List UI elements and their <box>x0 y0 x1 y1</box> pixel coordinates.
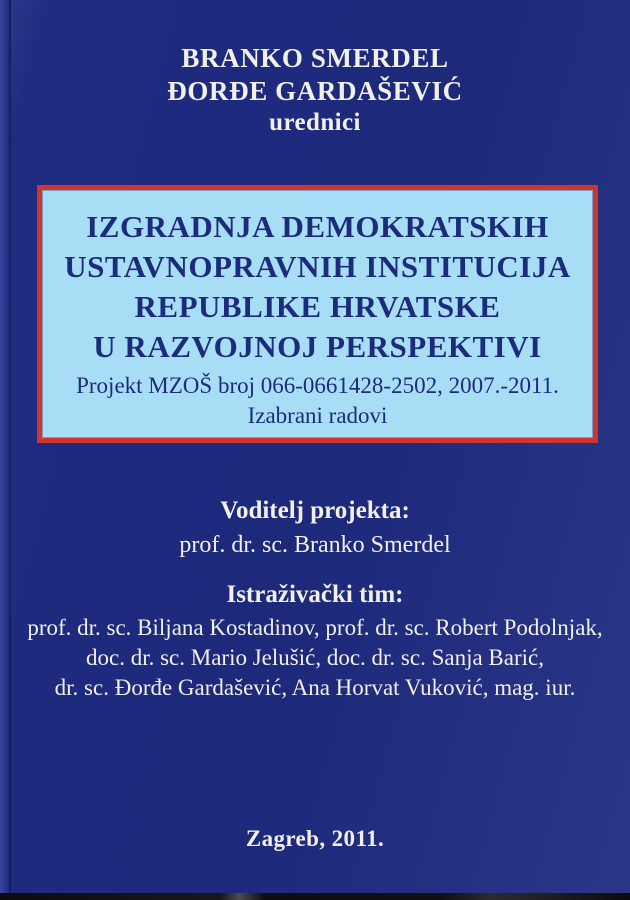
team-line: dr. sc. Đorđe Gardašević, Ana Horvat Vuković, mag. iur. <box>54 675 576 700</box>
project-lead-label: Voditelj projekta: <box>220 497 410 524</box>
editors-role: urednici <box>269 109 361 136</box>
project-info: Projekt MZOŠ broj 066-0661428-2502, 2007.-2011. <box>76 373 559 398</box>
team-line: prof. dr. sc. Biljana Kostadinov, prof. dr. sc. Robert Podolnjak, <box>27 615 603 640</box>
title-line: USTAVNOPRAVNIH INSTITUCIJA <box>64 249 571 284</box>
project-lead-name: prof. dr. sc. Branko Smerdel <box>179 532 451 558</box>
author-name: ĐORĐE GARDAŠEVIĆ <box>167 75 463 106</box>
authors-block <box>0 42 630 139</box>
title-line: IZGRADNJA DEMOKRATSKIH <box>86 209 549 244</box>
title-panel <box>37 185 598 443</box>
subtitle: Izabrani radovi <box>247 403 388 428</box>
team-block <box>0 578 630 703</box>
title-line: REPUBLIKE HRVATSKE <box>134 289 501 324</box>
project-lead-block <box>0 494 630 563</box>
team-label: Istraživački tim: <box>226 581 404 608</box>
scan-edge-bottom <box>0 893 630 900</box>
imprint: Zagreb, 2011. <box>245 826 385 851</box>
author-name: BRANKO SMERDEL <box>181 43 449 73</box>
title-line: U RAZVOJNOJ PERSPEKTIVI <box>93 329 542 364</box>
team-line: doc. dr. sc. Mario Jelušić, doc. dr. sc. Sanja Barić, <box>86 645 544 670</box>
